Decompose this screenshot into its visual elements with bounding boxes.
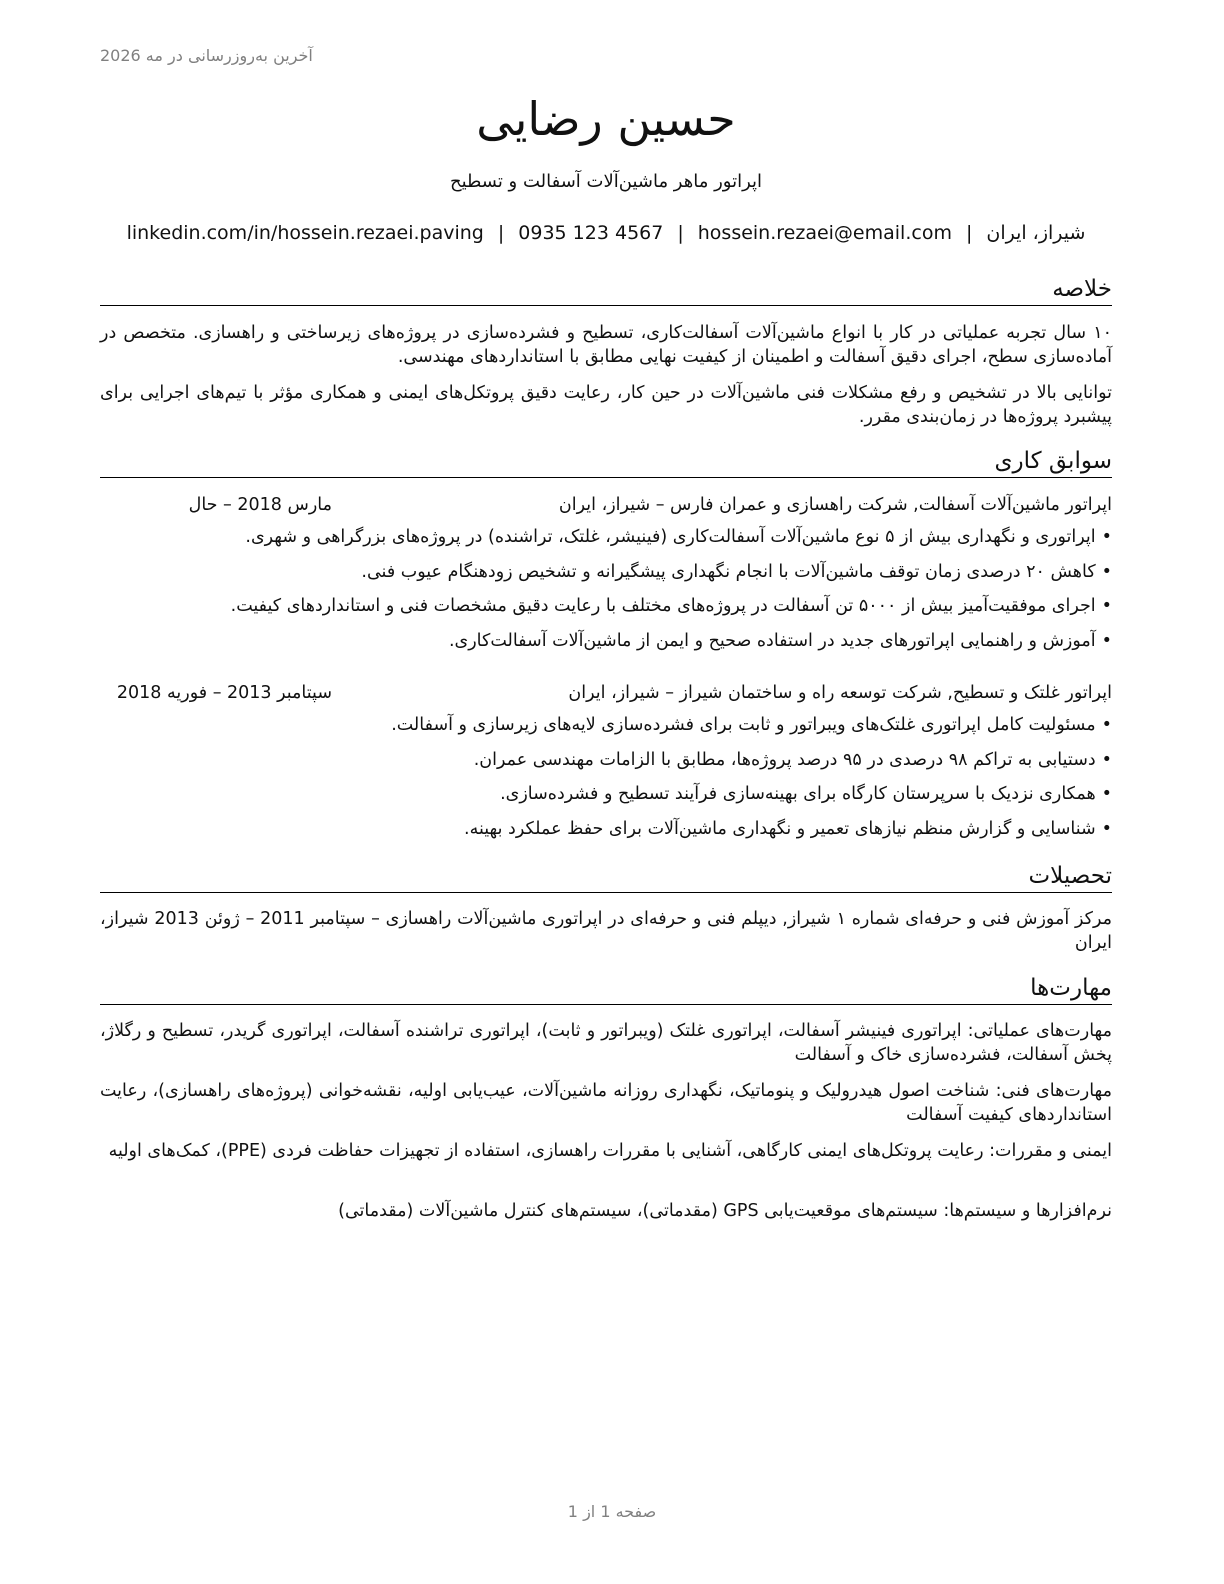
job-bullet: •دستیابی به تراکم ۹۸ درصدی در ۹۵ درصد پروژه‌ها، مطابق با الزامات مهندسی عمران. — [473, 750, 1112, 770]
contact-phone: 0935 123 4567 — [518, 222, 664, 244]
last-updated: آخرین به‌روزرسانی در مه 2026 — [100, 46, 313, 65]
contact-line — [100, 222, 1112, 244]
section-heading-skills: مهارت‌ها — [100, 973, 1112, 1005]
contact-separator: | — [497, 222, 505, 244]
skill-item: مهارت‌های فنی: شناخت اصول هیدرولیک و پنوماتیک، نگهداری روزانه ماشین‌آلات، عیب‌یابی اولیه، نقشه‌خوانی (پروژه‌های راهسازی)، رعایت استانداردهای کیفیت آسفالت — [100, 1081, 1112, 1125]
contact-linkedin[interactable]: linkedin.com/in/hossein.rezaei.paving — [126, 222, 484, 244]
job-dates: مارس 2018 – حال — [188, 495, 332, 515]
contact-separator: | — [965, 222, 973, 244]
job-dates: سپتامبر 2013 – فوریه 2018 — [116, 683, 332, 703]
education-entry: مرکز آموزش فنی و حرفه‌ای شماره ۱ شیراز, دیپلم فنی و حرفه‌ای در اپراتوری ماشین‌آلات راهسازی – سپتامبر 2011 – ژوئن 2013 شیراز، ایران — [100, 909, 1113, 953]
contact-separator: | — [677, 222, 684, 244]
summary-paragraph: ۱۰ سال تجربه عملیاتی در کار با انواع ماشین‌آلات آسفالت‌کاری، تسطیح و فشرده‌سازی در پروژه‌های زیرساختی و راهسازی. متخصص در آماده‌سازی سطح، اجرای دقیق آسفالت و اطمینان از کیفیت نهایی مطابق با استانداردهای مهندسی. — [100, 323, 1112, 367]
resume-page — [100, 0, 1112, 1584]
candidate-title: اپراتور ماهر ماشین‌آلات آسفالت و تسطیح — [449, 171, 763, 192]
section-heading-education: تحصیلات — [100, 861, 1112, 893]
job-bullet: •کاهش ۲۰ درصدی زمان توقف ماشین‌آلات با انجام نگهداری پیشگیرانه و تشخیص زودهنگام عیوب فنی. — [361, 562, 1112, 582]
summary-paragraph: توانایی بالا در تشخیص و رفع مشکلات فنی ماشین‌آلات در حین کار، رعایت دقیق پروتکل‌های ایمنی و همکاری مؤثر با تیم‌های اجرایی برای پیشبرد پروژه‌ها در زمان‌بندی مقرر. — [100, 383, 1112, 427]
job-bullet: •آموزش و راهنمایی اپراتورهای جدید در استفاده صحیح و ایمن از ماشین‌آلات آسفالت‌کاری. — [448, 631, 1112, 651]
skill-item: مهارت‌های عملیاتی: اپراتوری فینیشر آسفالت، اپراتوری غلتک (ویبراتور و ثابت)، اپراتوری تراشنده آسفالت، اپراتوری گریدر، تسطیح و رگلاژ، پخش آسفالت، فشرده‌سازی خاک و آسفالت — [100, 1021, 1112, 1065]
job-title: اپراتور ماشین‌آلات آسفالت, شرکت راهسازی و عمران فارس – شیراز، ایران — [558, 495, 1112, 515]
job-bullet: •همکاری نزدیک با سرپرستان کارگاه برای بهینه‌سازی فرآیند تسطیح و فشرده‌سازی. — [500, 784, 1112, 804]
job-bullet: •مسئولیت کامل اپراتوری غلتک‌های ویبراتور و ثابت برای فشرده‌سازی لایه‌های زیرسازی و آسفالت. — [391, 715, 1112, 735]
section-heading-experience: سوابق کاری — [100, 446, 1112, 478]
section-heading-summary: خلاصه — [100, 274, 1112, 306]
skill-item: نرم‌افزارها و سیستم‌ها: سیستم‌های موقعیت‌یابی GPS (مقدماتی)، سیستم‌های کنترل ماشین‌آلات (مقدماتی) — [338, 1201, 1112, 1221]
skill-item: ایمنی و مقررات: رعایت پروتکل‌های ایمنی کارگاهی، آشنایی با مقررات راهسازی، استفاده از تجهیزات حفاظت فردی (PPE)، کمک‌های اولیه — [108, 1141, 1112, 1161]
page-number: صفحه 1 از 1 — [567, 1502, 657, 1521]
contact-location: شیراز، ایران — [986, 222, 1086, 244]
job-title: اپراتور غلتک و تسطیح, شرکت توسعه راه و ساختمان شیراز – شیراز، ایران — [568, 683, 1112, 703]
job-bullet: •شناسایی و گزارش منظم نیازهای تعمیر و نگهداری ماشین‌آلات برای حفظ عملکرد بهینه. — [464, 819, 1112, 839]
candidate-name: حسین رضایی — [476, 92, 736, 146]
contact-email[interactable]: hossein.rezaei@email.com — [697, 222, 952, 244]
job-bullet: •اجرای موفقیت‌آمیز بیش از ۵۰۰۰ تن آسفالت در پروژه‌های مختلف با رعایت دقیق مشخصات فنی و استانداردهای کیفیت. — [230, 596, 1112, 616]
job-bullet: •اپراتوری و نگهداری بیش از ۵ نوع ماشین‌آلات آسفالت‌کاری (فینیشر، غلتک، تراشنده) در پروژه‌های بزرگراهی و شهری. — [245, 527, 1112, 547]
